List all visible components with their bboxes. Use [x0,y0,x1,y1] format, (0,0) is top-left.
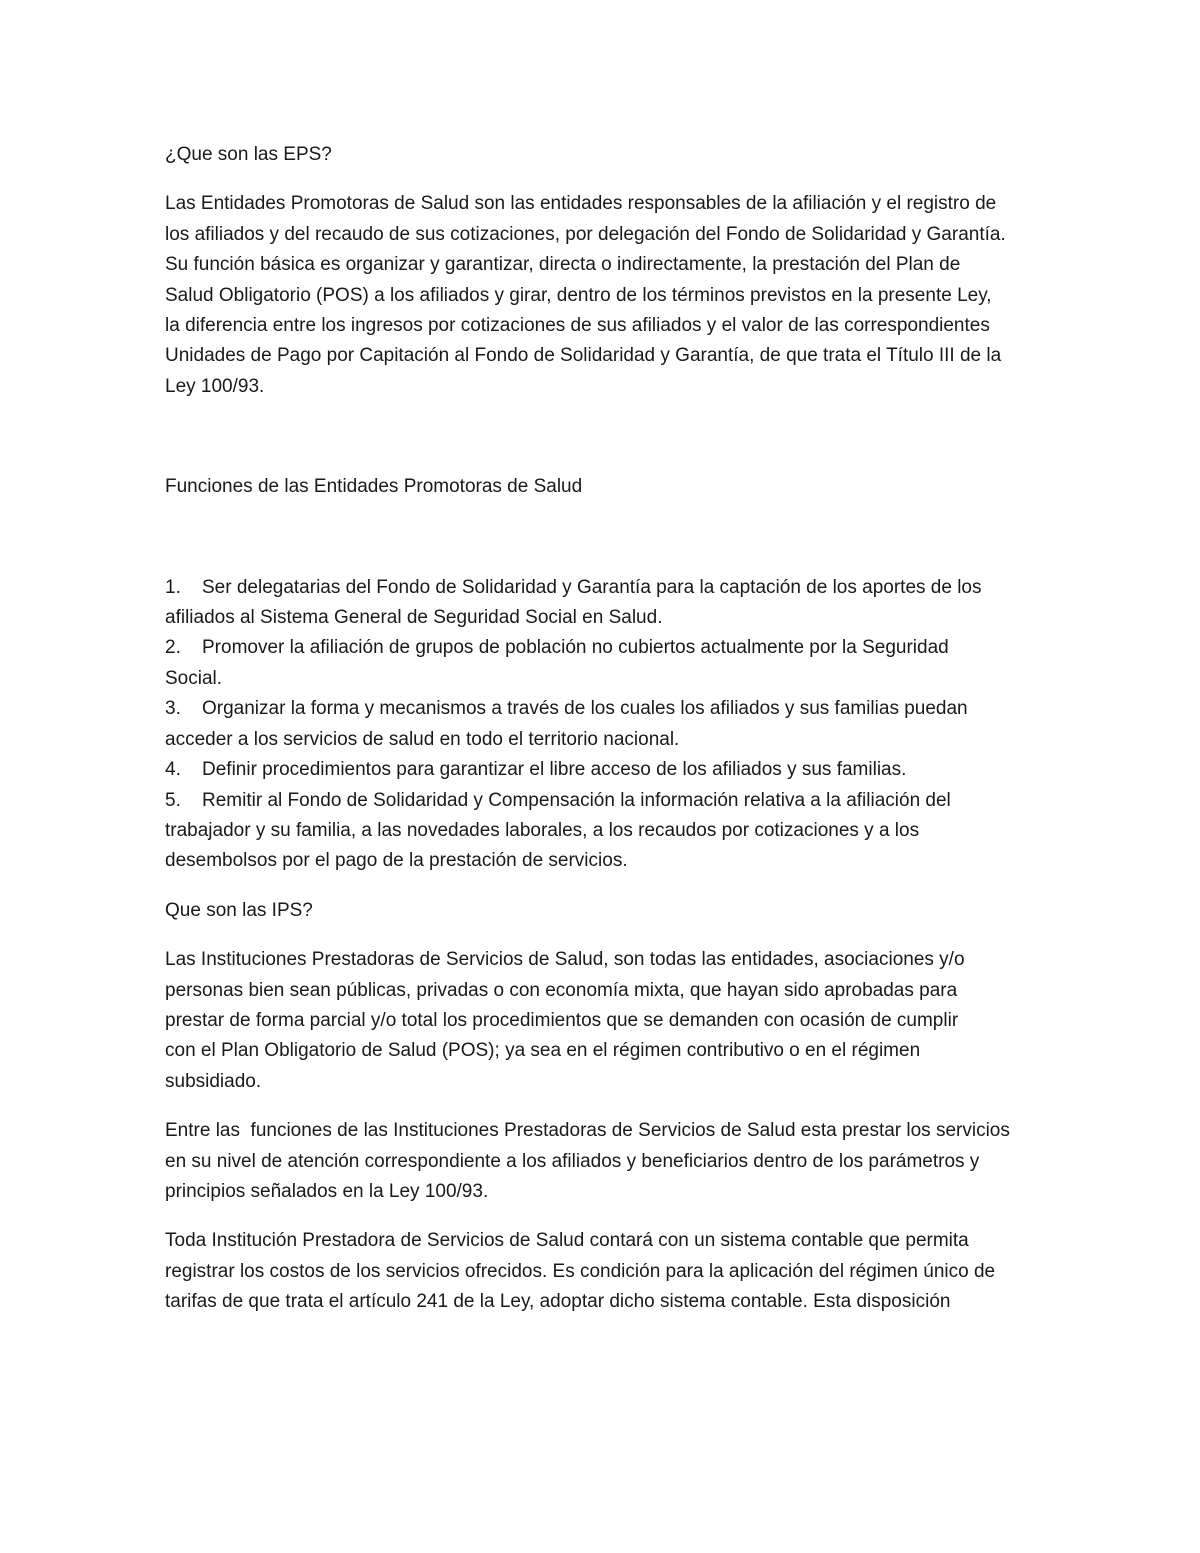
ips-definition-paragraph [165,945,1035,1097]
list-number: 5. [165,789,181,811]
list-number: 4. [165,759,181,781]
eps-question: ¿Que son las EPS? [165,144,332,165]
text-line: Promover la afiliación de grupos de población no cubiertos actualmente por la Seguridad [202,637,949,659]
text-line: con el Plan Obligatorio de Salud (POS); ya sea en el régimen contributivo o en el régimen [165,1040,921,1062]
text-line: prestar de forma parcial y/o total los procedimientos que se demanden con ocasión de cumplir [165,1009,959,1031]
text-line: Salud Obligatorio (POS) a los afiliados y girar, dentro de los términos previstos en la presente Ley, [165,284,992,306]
text-line: Ser delegatarias del Fondo de Solidaridad y Garantía para la captación de los aportes de los [202,576,982,598]
list-item [165,573,1035,634]
ips-question: Que son las IPS? [165,899,313,921]
list-number: 1. [165,576,181,598]
list-item [165,633,1035,694]
ips-functions-paragraph [165,1116,1035,1207]
text-line: Toda Institución Prestadora de Servicios de Salud contará con un sistema contable que permita [165,1230,969,1252]
text-line: principios señalados en la Ley 100/93. [165,1180,489,1202]
text-line: registrar los costos de los servicios ofrecidos. Es condición para la aplicación del régimen único de [165,1260,996,1282]
text-line: acceder a los servicios de salud en todo el territorio nacional. [165,728,680,750]
accounting-paragraph [165,1226,1035,1317]
text-line: subsidiado. [165,1070,262,1092]
text-line: Definir procedimientos para garantizar el libre acceso de los afiliados y sus familias. [202,759,907,781]
text-line: Las Instituciones Prestadoras de Servicios de Salud, son todas las entidades, asociaciones y/o [165,949,965,971]
document-body [165,140,1035,1318]
functions-heading: Funciones de las Entidades Promotoras de Salud [165,476,583,498]
text-line: afiliados al Sistema General de Seguridad Social en Salud. [165,607,663,629]
text-line: la diferencia entre los ingresos por cotizaciones de sus afiliados y el valor de las correspondientes [165,315,990,337]
text-line: Su función básica es organizar y garantizar, directa o indirectamente, la prestación del Plan de [165,254,961,276]
functions-list [165,573,1035,877]
list-number: 3. [165,698,181,720]
text-line: Organizar la forma y mecanismos a través de los cuales los afiliados y sus familias puedan [202,698,968,720]
text-line: los afiliados y del recaudo de sus cotizaciones, por delegación del Fondo de Solidaridad y Garantía. [165,223,1006,245]
eps-definition-paragraph [165,189,1035,402]
list-item [165,786,1035,877]
list-number: 2. [165,637,181,659]
list-item [165,694,1035,755]
text-line: Remitir al Fondo de Solidaridad y Compensación la información relativa a la afiliación del [202,789,951,811]
text-line: personas bien sean públicas, privadas o con economía mixta, que hayan sido aprobadas para [165,979,958,1001]
text-line: en su nivel de atención correspondiente a los afiliados y beneficiarios dentro de los parámetros y [165,1150,980,1172]
text-line: desembolsos por el pago de la prestación de servicios. [165,850,628,872]
text-line: Entre las funciones de las Instituciones Prestadoras de Servicios de Salud esta prestar los servicios [165,1120,1010,1142]
text-line: tarifas de que trata el artículo 241 de la Ley, adoptar dicho sistema contable. Esta disposición [165,1291,951,1313]
text-line: Ley 100/93. [165,375,265,397]
text-line: Las Entidades Promotoras de Salud son las entidades responsables de la afiliación y el registro de [165,193,997,215]
text-line: trabajador y su familia, a las novedades laborales, a los recaudos por cotizaciones y a los [165,819,920,841]
text-line: Unidades de Pago por Capitación al Fondo de Solidaridad y Garantía, de que trata el Título III de la [165,345,1002,367]
text-line: Social. [165,667,223,689]
list-item [165,755,1035,785]
